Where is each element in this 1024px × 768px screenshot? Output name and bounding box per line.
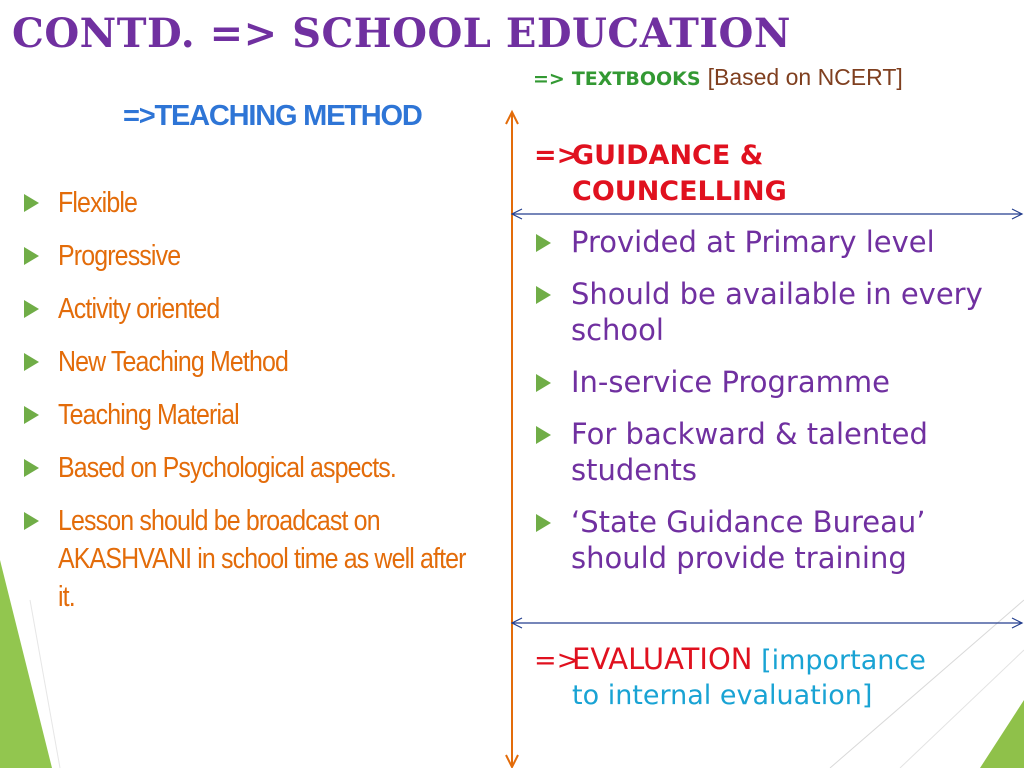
textbooks-label: TEXTBOOKS — [571, 68, 701, 90]
triangle-bullet-icon — [536, 514, 551, 532]
list-item: For backward & talented students — [534, 416, 994, 488]
triangle-bullet-icon — [24, 300, 39, 318]
guidance-arrow: => — [534, 140, 580, 171]
evaluation-label: EVALUATION — [572, 642, 753, 676]
list-item: Should be available in every school — [534, 276, 994, 348]
list-item: New Teaching Method — [20, 343, 500, 381]
list-item: Lesson should be broadcast on AKASHVANI in school time as well after it. — [20, 502, 500, 616]
list-item: Activity oriented — [20, 290, 500, 328]
teaching-method-heading: =>TEACHING METHOD — [123, 100, 422, 132]
evaluation-note-line2: to internal evaluation] — [572, 680, 873, 711]
triangle-bullet-icon — [536, 234, 551, 252]
textbooks-line — [533, 64, 903, 91]
list-item: Flexible — [20, 184, 500, 222]
list-item: Based on Psychological aspects. — [20, 449, 500, 487]
triangle-bullet-icon — [536, 286, 551, 304]
evaluation-note-line1: [importance — [761, 645, 926, 676]
triangle-bullet-icon — [24, 353, 39, 371]
triangle-bullet-icon — [24, 406, 39, 424]
slide-title: CONTD. => SCHOOL EDUCATION — [12, 10, 791, 57]
triangle-bullet-icon — [536, 374, 551, 392]
guidance-heading — [534, 138, 787, 210]
list-item: In-service Programme — [534, 364, 994, 400]
triangle-bullet-icon — [24, 247, 39, 265]
evaluation-arrow: => — [534, 645, 580, 676]
guidance-list — [534, 224, 994, 592]
evaluation-section — [534, 642, 926, 713]
textbooks-arrow: => — [533, 68, 565, 90]
horizontal-divider-arrow-bottom — [512, 618, 1022, 628]
list-item: Provided at Primary level — [534, 224, 994, 260]
horizontal-divider-arrow-top — [512, 209, 1022, 219]
bottom-right-green-wedge — [980, 700, 1024, 768]
triangle-bullet-icon — [24, 512, 39, 530]
list-item: Progressive — [20, 237, 500, 275]
triangle-bullet-icon — [536, 426, 551, 444]
guidance-heading-line1: GUIDANCE & — [572, 140, 764, 171]
triangle-bullet-icon — [24, 459, 39, 477]
guidance-heading-line2: COUNCELLING — [572, 176, 787, 207]
triangle-bullet-icon — [24, 194, 39, 212]
list-item: Teaching Material — [20, 396, 500, 434]
list-item: ‘State Guidance Bureau’ should provide training — [534, 504, 994, 576]
textbooks-note: [Based on NCERT] — [707, 64, 903, 90]
teaching-method-list — [20, 184, 500, 631]
